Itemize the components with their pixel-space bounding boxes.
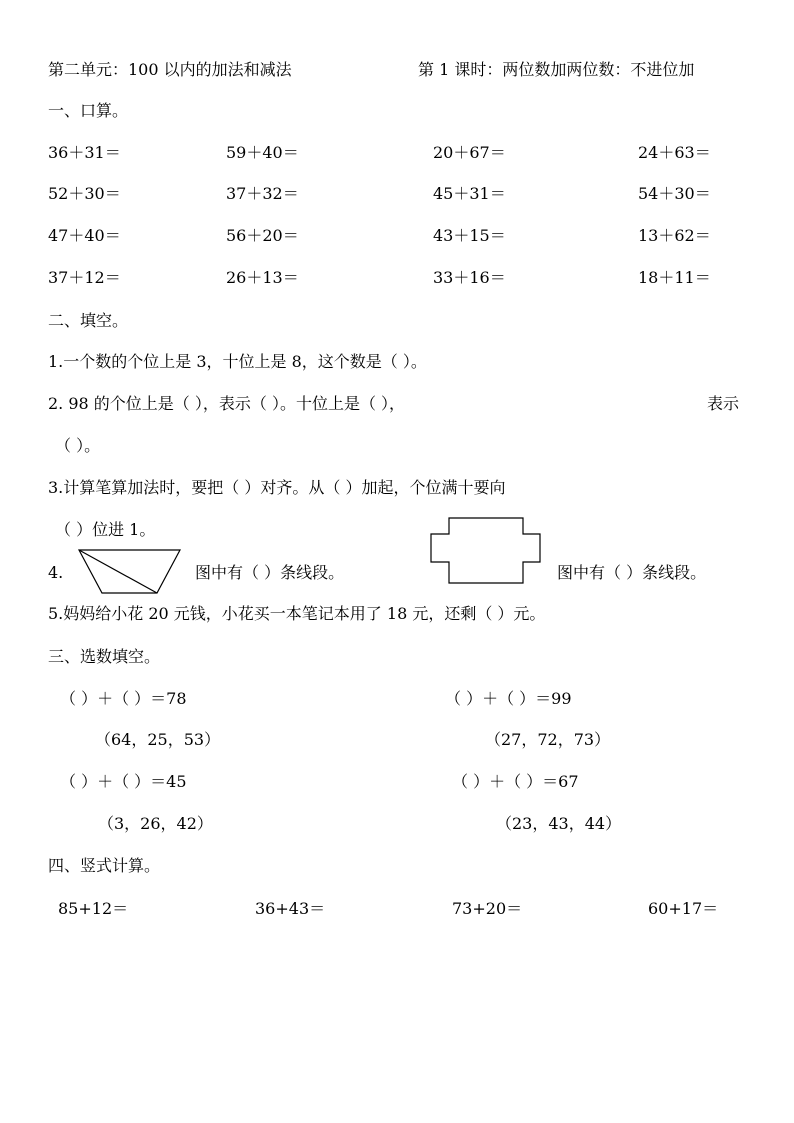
oral-calc-item: 52＋30＝ bbox=[48, 184, 121, 203]
fill-q4-number: 4. bbox=[48, 563, 64, 582]
fill-q2-line1: 2. 98 的个位上是（ ），表示（ ）。十位上是（ ）， bbox=[48, 394, 406, 413]
fill-q2-line2: （ ）。 bbox=[55, 436, 101, 455]
oral-calc-item: 43＋15＝ bbox=[433, 226, 506, 245]
fill-q4-a: 图中有（ ）条线段。 bbox=[195, 563, 345, 582]
choose-options: （3，26，42） bbox=[98, 814, 213, 833]
section-4-title: 四、竖式计算。 bbox=[48, 856, 161, 875]
choose-equation: （ ）＋（ ）＝45 bbox=[60, 772, 187, 791]
oral-calc-item: 45＋31＝ bbox=[433, 184, 506, 203]
fill-q3-line1: 3.计算笔算加法时，要把（ ）对齐。从（ ）加起，个位满十要向 bbox=[48, 478, 506, 497]
vertical-calc-item: 73+20＝ bbox=[452, 899, 523, 918]
oral-calc-item: 33＋16＝ bbox=[433, 268, 506, 287]
fill-q4-b: 图中有（ ）条线段。 bbox=[557, 563, 707, 582]
choose-equation: （ ）＋（ ）＝67 bbox=[452, 772, 579, 791]
section-2-title: 二、填空。 bbox=[48, 311, 129, 330]
oral-calc-item: 24＋63＝ bbox=[638, 143, 711, 162]
fill-q2-biaoshi: 表示 bbox=[707, 394, 740, 413]
oral-calc-item: 37＋12＝ bbox=[48, 268, 121, 287]
oral-calc-item: 20＋67＝ bbox=[433, 143, 506, 162]
unit-title: 第二单元：100 以内的加法和减法 bbox=[48, 60, 292, 79]
section-3-title: 三、选数填空。 bbox=[48, 647, 161, 666]
oral-calc-item: 13＋62＝ bbox=[638, 226, 711, 245]
oral-calc-item: 56＋20＝ bbox=[226, 226, 299, 245]
vertical-calc-item: 60+17＝ bbox=[648, 899, 719, 918]
choose-options: （23，43，44） bbox=[496, 814, 622, 833]
oral-calc-item: 47＋40＝ bbox=[48, 226, 121, 245]
trapezoid-figure bbox=[78, 549, 182, 595]
oral-calc-item: 36＋31＝ bbox=[48, 143, 121, 162]
choose-equation: （ ）＋（ ）＝78 bbox=[60, 689, 187, 708]
cross-shape-figure bbox=[430, 517, 542, 585]
vertical-calc-item: 85+12＝ bbox=[58, 899, 129, 918]
oral-calc-item: 37＋32＝ bbox=[226, 184, 299, 203]
fill-q1: 1.一个数的个位上是 3，十位上是 8，这个数是（ ）。 bbox=[48, 352, 427, 371]
choose-options: （27，72，73） bbox=[485, 730, 611, 749]
fill-q3-line2: （ ）位进 1。 bbox=[55, 520, 156, 539]
choose-equation: （ ）＋（ ）＝99 bbox=[445, 689, 572, 708]
oral-calc-item: 54＋30＝ bbox=[638, 184, 711, 203]
choose-options: （64，25，53） bbox=[95, 730, 221, 749]
oral-calc-item: 18＋11＝ bbox=[638, 268, 711, 287]
lesson-title: 第 1 课时：两位数加两位数：不进位加 bbox=[418, 60, 695, 79]
fill-q5: 5.妈妈给小花 20 元钱，小花买一本笔记本用了 18 元，还剩（ ）元。 bbox=[48, 604, 546, 623]
oral-calc-item: 26＋13＝ bbox=[226, 268, 299, 287]
section-1-title: 一、口算。 bbox=[48, 101, 129, 120]
vertical-calc-item: 36+43＝ bbox=[255, 899, 326, 918]
oral-calc-item: 59＋40＝ bbox=[226, 143, 299, 162]
